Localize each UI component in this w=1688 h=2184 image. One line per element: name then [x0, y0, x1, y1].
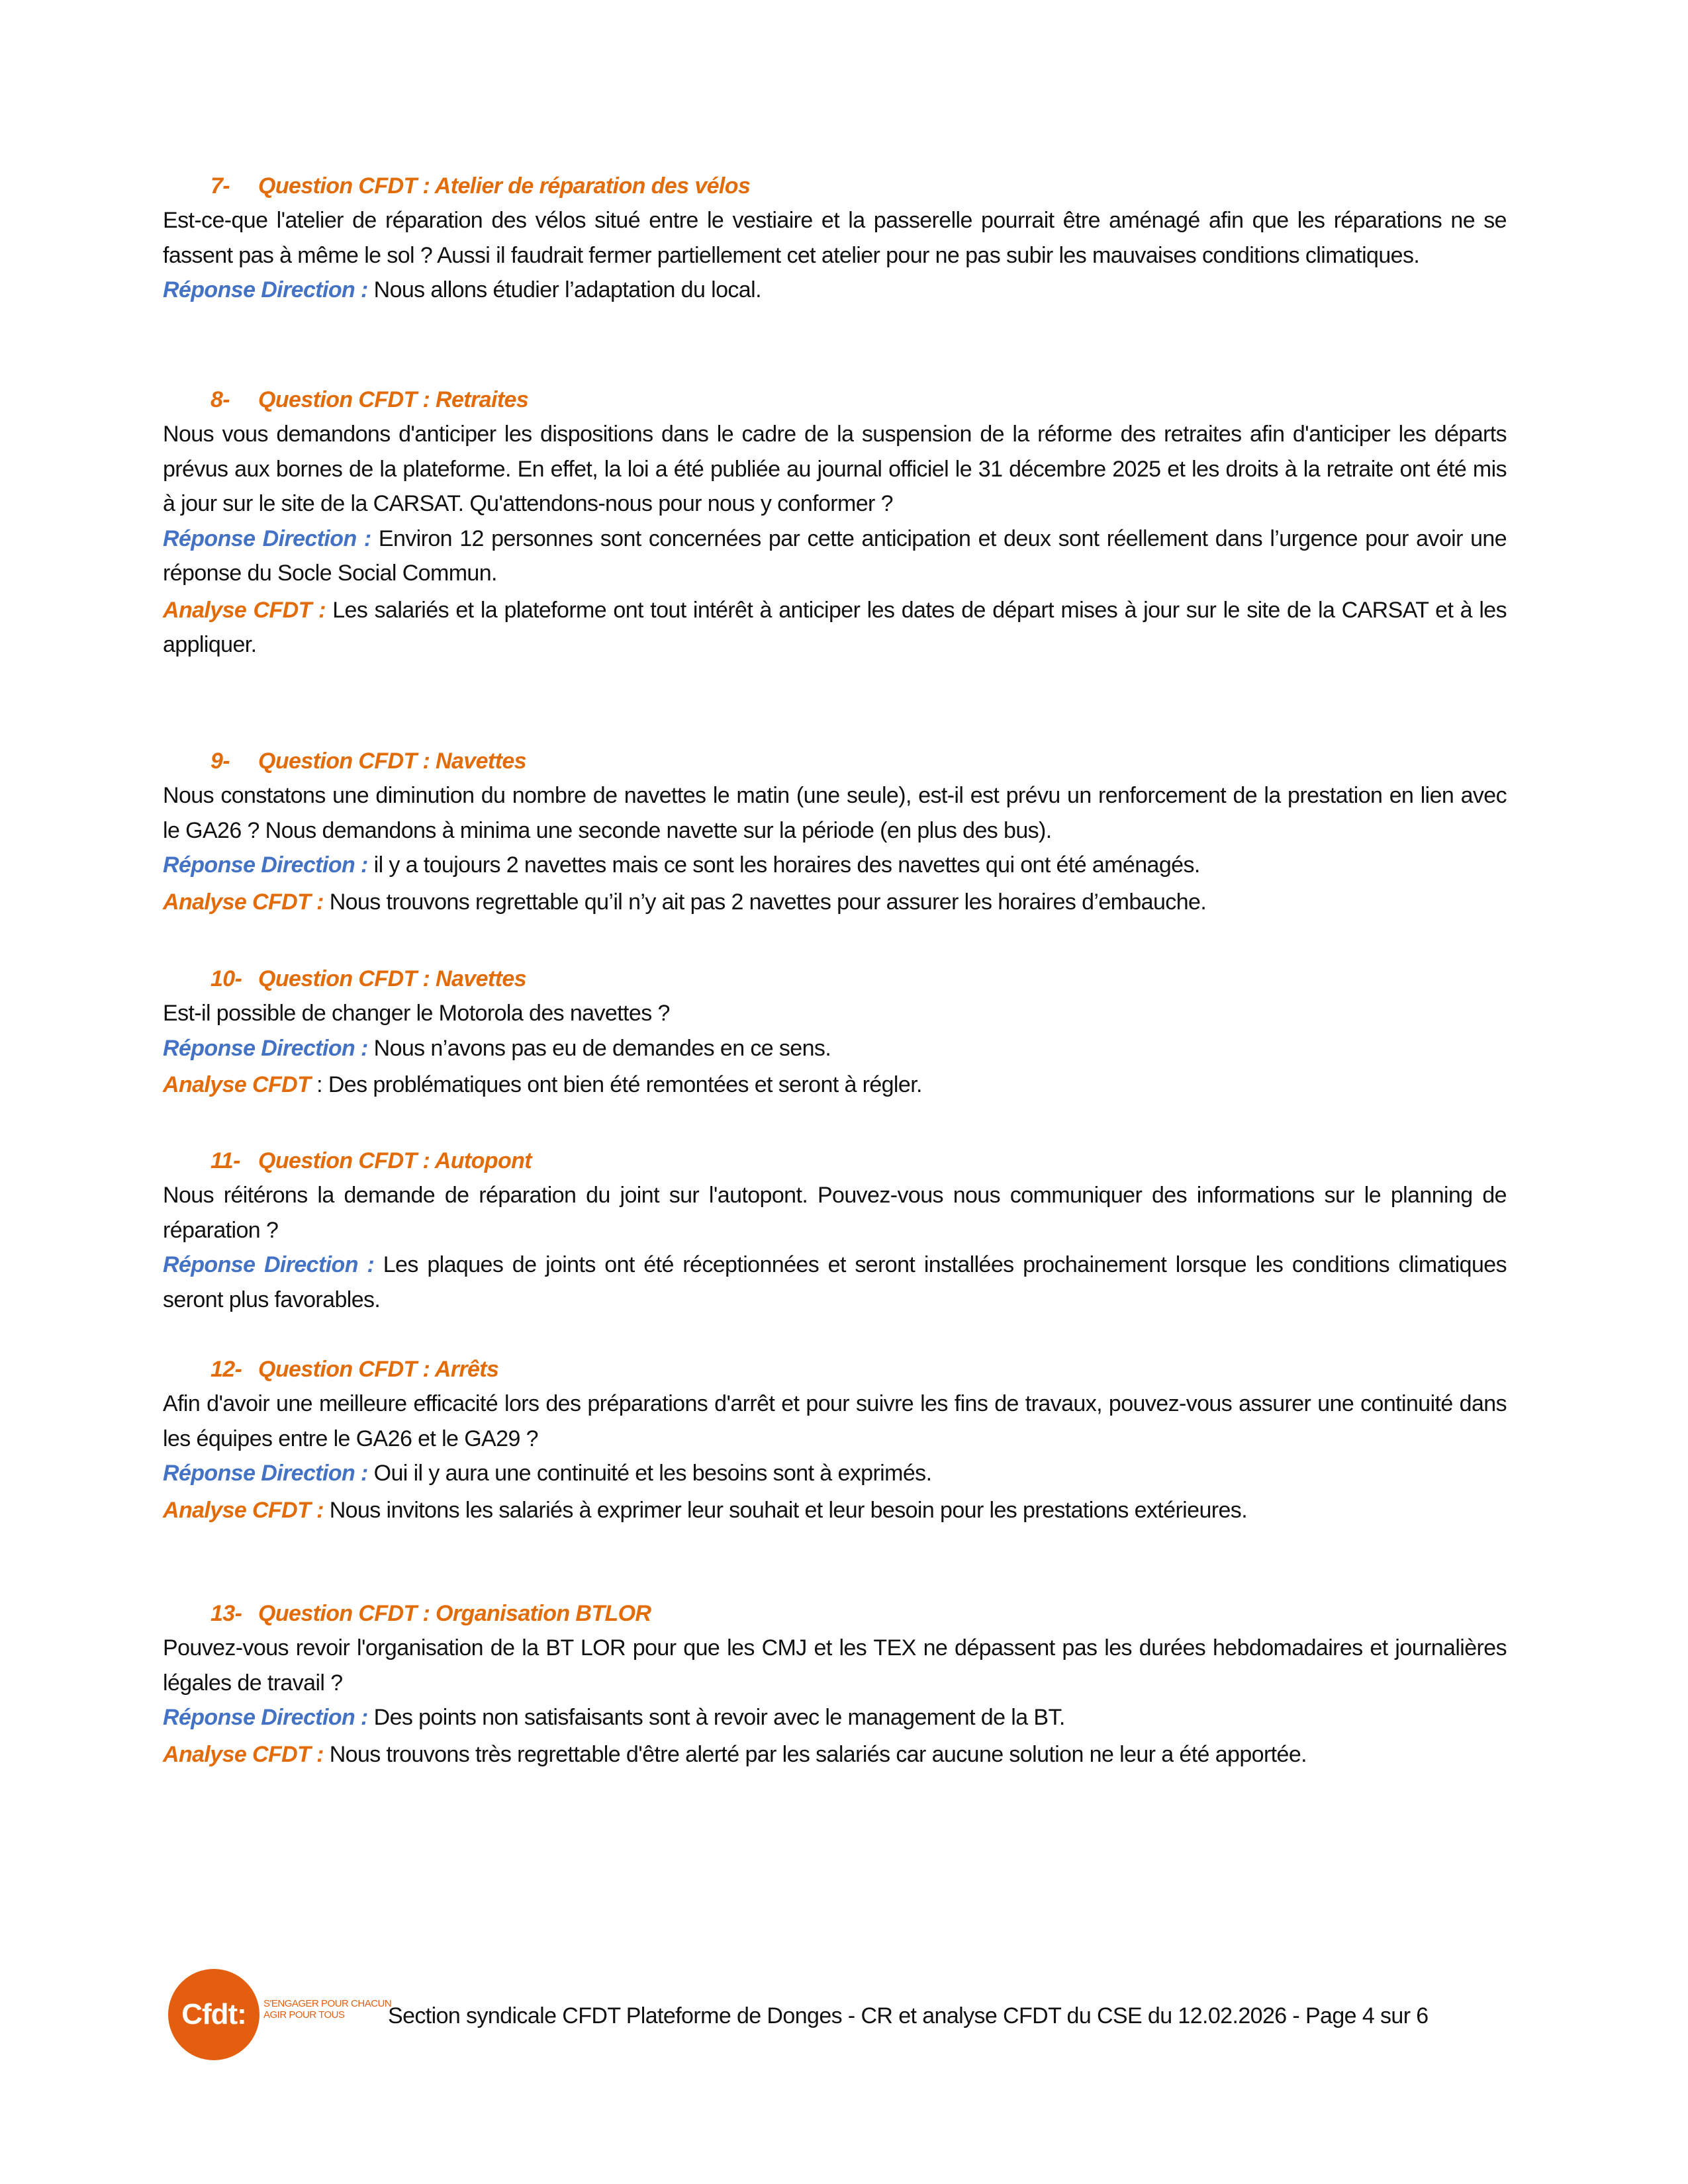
- analysis-text: Nous trouvons regrettable qu’il n’y ait pas 2 navettes pour assurer les horaires d’embauche.: [323, 889, 1207, 915]
- analysis-text: : Des problématiques ont bien été remontées et seront à régler.: [310, 1072, 922, 1097]
- question-title: Question CFDT : Organisation BTLOR: [258, 1601, 651, 1626]
- analysis-text: Nous invitons les salariés à exprimer leur souhait et leur besoin pour les prestations extérieures.: [323, 1497, 1248, 1523]
- response-text: Oui il y aura une continuité et les besoins sont à exprimés.: [367, 1461, 932, 1486]
- analysis-label: Analyse CFDT: [163, 1072, 311, 1097]
- question-title: Question CFDT : Arrêts: [258, 1357, 499, 1382]
- slogan-line: AGIR POUR TOUS: [263, 2009, 345, 2021]
- question-title: Question CFDT : Atelier de réparation des vélos: [258, 173, 751, 199]
- response-text: Environ 12 personnes sont concernées par cette anticipation et deux sont réellement dans l’urgence pour avoir une réponse du Socle Social Commun.: [163, 525, 1507, 586]
- response-paragraph: [163, 1248, 1507, 1317]
- question-heading: [163, 1596, 1507, 1631]
- response-paragraph: [163, 522, 1507, 591]
- analysis-paragraph: [163, 1068, 1507, 1103]
- question-heading: [163, 169, 1507, 203]
- page-footer: [165, 1969, 1556, 2068]
- response-text: Des points non satisfaisants sont à revoir avec le management de la BT.: [367, 1705, 1065, 1730]
- analysis-label: Analyse CFDT :: [163, 1741, 324, 1767]
- response-paragraph: [163, 273, 1507, 308]
- response-paragraph: [163, 1456, 1507, 1491]
- question-section: [163, 1596, 1507, 1772]
- analysis-label: Analyse CFDT :: [163, 889, 324, 915]
- question-number: 12-: [211, 1357, 242, 1382]
- question-text: Pouvez-vous revoir l'organisation de la BT LOR pour que les CMJ et les TEX ne dépassent pas les durées hebdomadaires et journalières légales de travail ?: [163, 1635, 1507, 1696]
- question-heading: [163, 383, 1507, 417]
- analysis-text: Nous trouvons très regrettable d'être alerté par les salariés car aucune solution ne leur a été apportée.: [323, 1741, 1307, 1767]
- cfdt-logo: Cfdt:: [168, 1969, 259, 2060]
- analysis-paragraph: [163, 885, 1507, 920]
- response-label: Réponse Direction :: [163, 525, 371, 551]
- question-heading: [163, 1352, 1507, 1387]
- question-text: Nous vous demandons d'anticiper les dispositions dans le cadre de la suspension de la réforme des retraites afin d'anticiper les départs prévus aux bornes de la plateforme. En effet, la loi a été publiée au journal officiel le 31 décembre 2025 et les droits à la retraite ont été mis à jour sur le site de la CARSAT. Qu'attendons-nous pour nous y conformer ?: [163, 422, 1507, 516]
- analysis-paragraph: [163, 1737, 1507, 1772]
- cfdt-slogan: [263, 1998, 391, 2021]
- question-text: Nous constatons une diminution du nombre de navettes le matin (une seule), est-il est prévu un renforcement de la prestation en lien avec le GA26 ? Nous demandons à minima une seconde navette sur la période (en plus des bus).: [163, 783, 1507, 843]
- response-label: Réponse Direction :: [163, 1035, 368, 1061]
- response-paragraph: [163, 848, 1507, 883]
- question-section: [163, 962, 1507, 1103]
- response-paragraph: [163, 1700, 1507, 1735]
- question-title: Question CFDT : Navettes: [258, 749, 526, 774]
- question-number: 7-: [211, 173, 230, 199]
- response-label: Réponse Direction :: [163, 1252, 375, 1277]
- question-text: Nous réitérons la demande de réparation du joint sur l'autopont. Pouvez-vous nous communiquer des informations sur le planning de réparation ?: [163, 1183, 1507, 1243]
- question-title: Question CFDT : Navettes: [258, 966, 526, 991]
- response-label: Réponse Direction :: [163, 277, 368, 302]
- question-number: 10-: [211, 966, 242, 991]
- question-heading: [163, 1144, 1507, 1178]
- analysis-paragraph: [163, 593, 1507, 662]
- question-title: Question CFDT : Retraites: [258, 387, 529, 412]
- response-label: Réponse Direction :: [163, 1705, 368, 1730]
- question-text: Afin d'avoir une meilleure efficacité lors des préparations d'arrêt et pour suivre les fins de travaux, pouvez-vous assurer une continuité dans les équipes entre le GA26 et le GA29 ?: [163, 1391, 1507, 1451]
- response-text: Nous allons étudier l’adaptation du local.: [367, 277, 761, 302]
- question-heading: [163, 962, 1507, 996]
- response-paragraph: [163, 1031, 1507, 1066]
- question-section: [163, 1352, 1507, 1527]
- analysis-label: Analyse CFDT :: [163, 1497, 324, 1523]
- slogan-line: S'ENGAGER POUR CHACUN: [263, 1998, 392, 2009]
- question-number: 8-: [211, 387, 230, 412]
- response-text: il y a toujours 2 navettes mais ce sont les horaires des navettes qui ont été aménagés.: [367, 852, 1200, 878]
- response-text: Nous n’avons pas eu de demandes en ce sens.: [367, 1035, 831, 1061]
- question-section: [163, 169, 1507, 308]
- question-section: [163, 744, 1507, 919]
- question-title: Question CFDT : Autopont: [258, 1148, 532, 1173]
- question-text: Est-il possible de changer le Motorola des navettes ?: [163, 1001, 670, 1026]
- question-text: Est-ce-que l'atelier de réparation des vélos situé entre le vestiaire et la passerelle pourrait être aménagé afin que les réparations ne se fassent pas à même le sol ? Aussi il faudrait fermer partiellement cet atelier pour ne pas subir les mauvaises conditions climatiques.: [163, 208, 1507, 268]
- question-number: 13-: [211, 1601, 242, 1626]
- analysis-text: Les salariés et la plateforme ont tout intérêt à anticiper les dates de départ mises à jour sur le site de la CARSAT et à les appliquer.: [163, 597, 1507, 657]
- question-section: [163, 1144, 1507, 1317]
- footer-text: Section syndicale CFDT Plateforme de Donges - CR et analyse CFDT du CSE du 12.02.2026 - Page 4 sur 6: [388, 2003, 1429, 2028]
- response-label: Réponse Direction :: [163, 1461, 368, 1486]
- response-label: Réponse Direction :: [163, 852, 368, 878]
- question-section: [163, 383, 1507, 662]
- question-heading: [163, 744, 1507, 778]
- analysis-paragraph: [163, 1493, 1507, 1528]
- response-text: Les plaques de joints ont été réceptionnées et seront installées prochainement lorsque les conditions climatiques seront plus favorables.: [163, 1252, 1507, 1312]
- question-number: 11-: [211, 1148, 240, 1173]
- question-number: 9-: [211, 749, 230, 774]
- analysis-label: Analyse CFDT :: [163, 597, 326, 623]
